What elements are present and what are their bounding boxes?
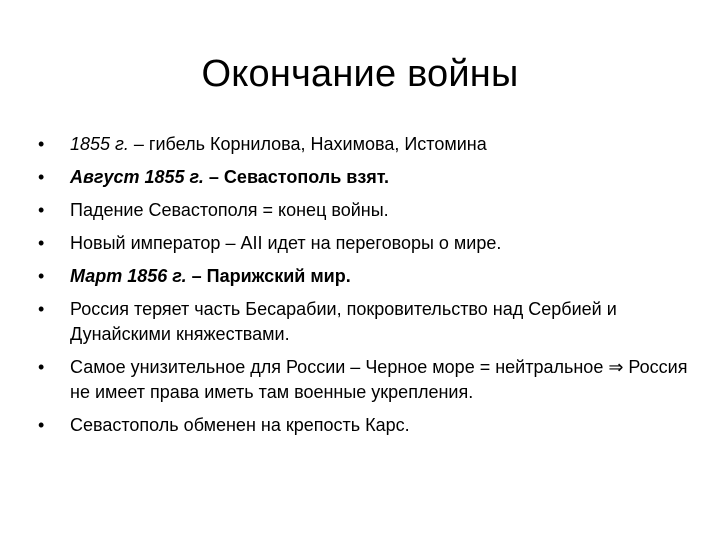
bullet-item-6 [38, 297, 688, 347]
bullet-icon: • [38, 200, 45, 220]
bullet-icon: • [38, 415, 45, 435]
bullet-item-7 [38, 355, 688, 405]
bullet-text: Севастополь обменен на крепость Карс. [70, 415, 410, 435]
bullet-text: Падение Севастополя = конец войны. [70, 200, 389, 220]
bullet-text: – гибель Корнилова, Нахимова, Истомина [128, 134, 487, 154]
bullet-list [38, 132, 688, 446]
bullet-date: Август 1855 г. [70, 167, 209, 187]
bullet-icon: • [38, 299, 45, 319]
bullet-date: 1855 г. [70, 134, 129, 154]
bullet-item-1 [38, 132, 688, 157]
slide-title: Окончание войны [201, 53, 519, 95]
bullet-item-2 [38, 165, 688, 190]
bullet-text: Россия теряет часть Бесарабии, покровительство над Сербией и Дунайскими княжествами. [70, 299, 617, 344]
bullet-item-8 [38, 413, 688, 438]
bullet-item-5 [38, 264, 688, 289]
bullet-text: – Парижский мир. [191, 266, 351, 286]
bullet-text: Самое унизительное для России – Черное море = нейтральное ⇒ Россия не имеет права иметь там военные укрепления. [70, 357, 688, 402]
bullet-date: Март 1856 г. [70, 266, 192, 286]
bullet-icon: • [38, 134, 45, 154]
bullet-text: – Севастополь взят. [208, 167, 390, 187]
bullet-icon: • [38, 233, 45, 253]
bullet-item-4 [38, 231, 688, 256]
bullet-icon: • [38, 167, 45, 187]
bullet-icon: • [38, 357, 45, 377]
bullet-item-3 [38, 198, 688, 223]
bullet-icon: • [38, 266, 45, 286]
bullet-text: Новый император – AII идет на переговоры о мире. [70, 233, 502, 253]
